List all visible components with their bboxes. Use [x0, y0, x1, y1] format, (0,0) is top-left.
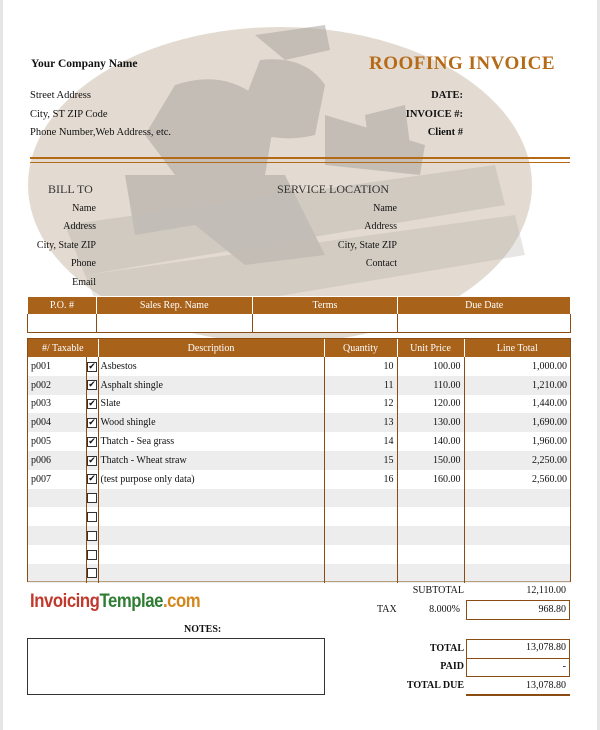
page-edge-left [0, 0, 3, 730]
checked-checkbox-icon[interactable]: ✔ [88, 436, 96, 447]
item-unit-price[interactable] [397, 526, 464, 545]
item-quantity[interactable] [324, 526, 397, 545]
item-id[interactable]: p003 [28, 395, 86, 414]
item-id[interactable]: p005 [28, 432, 86, 451]
table-row [28, 526, 570, 545]
checked-checkbox-icon[interactable]: ✔ [88, 361, 96, 372]
item-line-total[interactable]: 2,250.00 [464, 451, 570, 470]
table-row [28, 470, 570, 489]
client-number-label: Client # [427, 127, 463, 138]
taxable-checkbox[interactable] [86, 413, 98, 432]
item-quantity[interactable]: 14 [324, 432, 397, 451]
item-quantity[interactable]: 11 [324, 376, 397, 395]
item-quantity[interactable] [324, 507, 397, 526]
items-table-frame [27, 338, 571, 582]
po-number-header: P.O. # [28, 297, 97, 314]
paid-label: PAID [440, 661, 464, 672]
unchecked-checkbox-icon[interactable] [87, 550, 97, 560]
item-description[interactable]: (test purpose only data) [98, 470, 324, 489]
id-taxable-header: #/ Taxable [28, 339, 98, 357]
item-unit-price[interactable] [397, 564, 464, 583]
item-description[interactable]: Thatch - Sea grass [98, 432, 324, 451]
bill-to-address-label: Address [63, 221, 96, 232]
terms-cell[interactable] [252, 314, 398, 333]
item-description[interactable] [98, 507, 324, 526]
taxable-checkbox[interactable] [86, 432, 98, 451]
notes-label: NOTES: [184, 624, 222, 635]
item-line-total[interactable]: 1,690.00 [464, 413, 570, 432]
unchecked-checkbox-icon[interactable] [87, 531, 97, 541]
table-row [28, 489, 570, 508]
item-id[interactable] [28, 545, 86, 564]
sales-rep-header: Sales Rep. Name [96, 297, 252, 314]
unchecked-checkbox-icon[interactable] [87, 512, 97, 522]
header-divider-thin [30, 162, 570, 163]
taxable-checkbox[interactable] [86, 507, 98, 526]
subtotal-value: 12,110.00 [526, 585, 566, 596]
po-number-cell[interactable] [28, 314, 97, 333]
item-unit-price[interactable]: 160.00 [397, 470, 464, 489]
subtotal-label: SUBTOTAL [412, 585, 464, 596]
item-description[interactable]: Wood shingle [98, 413, 324, 432]
service-address-label: Address [364, 221, 397, 232]
table-row [28, 413, 570, 432]
checked-checkbox-icon[interactable]: ✔ [88, 417, 96, 428]
taxable-checkbox[interactable] [86, 357, 98, 376]
total-due-underline [466, 694, 570, 696]
table-row [28, 564, 570, 583]
due-date-cell[interactable] [398, 314, 571, 333]
table-row [28, 545, 570, 564]
table-row [28, 507, 570, 526]
item-line-total[interactable] [464, 507, 570, 526]
checked-checkbox-icon[interactable]: ✔ [88, 399, 96, 410]
taxable-checkbox[interactable] [86, 470, 98, 489]
bill-to-email-label: Email [72, 277, 96, 288]
po-table [27, 296, 571, 333]
item-id[interactable] [28, 564, 86, 583]
item-line-total[interactable] [464, 526, 570, 545]
service-name-label: Name [373, 203, 397, 214]
item-quantity[interactable]: 12 [324, 395, 397, 414]
item-line-total[interactable]: 1,440.00 [464, 395, 570, 414]
item-line-total[interactable]: 1,000.00 [464, 357, 570, 376]
item-quantity[interactable]: 15 [324, 451, 397, 470]
item-description[interactable] [98, 489, 324, 508]
bill-to-phone-label: Phone [71, 258, 96, 269]
company-city: City, ST ZIP Code [30, 109, 108, 120]
item-unit-price[interactable]: 110.00 [397, 376, 464, 395]
notes-field[interactable] [27, 638, 325, 695]
taxable-checkbox[interactable] [86, 376, 98, 395]
item-line-total[interactable]: 1,210.00 [464, 376, 570, 395]
item-line-total[interactable] [464, 545, 570, 564]
bill-to-title: BILL TO [48, 182, 93, 196]
item-unit-price[interactable]: 150.00 [397, 451, 464, 470]
item-description[interactable] [98, 526, 324, 545]
service-city-label: City, State ZIP [337, 240, 397, 251]
tax-rate[interactable]: 8.000% [429, 604, 460, 615]
item-unit-price[interactable]: 140.00 [397, 432, 464, 451]
total-value: 13,078.80 [526, 642, 566, 653]
item-description[interactable] [98, 564, 324, 583]
taxable-checkbox[interactable] [86, 489, 98, 508]
bill-to-name-label: Name [72, 203, 96, 214]
item-quantity[interactable]: 10 [324, 357, 397, 376]
item-quantity[interactable] [324, 545, 397, 564]
item-unit-price[interactable]: 120.00 [397, 395, 464, 414]
tax-label: TAX [377, 604, 397, 615]
item-id[interactable]: p006 [28, 451, 86, 470]
invoice-title: ROOFING INVOICE [369, 53, 556, 74]
item-unit-price[interactable] [397, 489, 464, 508]
item-line-total[interactable] [464, 489, 570, 508]
item-unit-price[interactable] [397, 507, 464, 526]
invoice-number-label: INVOICE #: [405, 109, 463, 120]
checked-checkbox-icon[interactable]: ✔ [88, 380, 96, 391]
invoicing-template-logo: InvoicingTemplae.com [30, 591, 201, 612]
unit-price-header: Unit Price [397, 339, 464, 357]
item-quantity[interactable] [324, 489, 397, 508]
item-unit-price[interactable]: 100.00 [397, 357, 464, 376]
item-id[interactable] [28, 489, 86, 508]
taxable-checkbox[interactable] [86, 526, 98, 545]
item-description[interactable] [98, 545, 324, 564]
total-due-value: 13,078.80 [526, 680, 566, 691]
company-contact: Phone Number,Web Address, etc. [30, 127, 172, 138]
item-line-total[interactable]: 2,560.00 [464, 470, 570, 489]
item-id[interactable] [28, 526, 86, 545]
taxable-checkbox[interactable] [86, 395, 98, 414]
sales-rep-cell[interactable] [96, 314, 252, 333]
item-quantity[interactable]: 16 [324, 470, 397, 489]
item-description[interactable]: Asphalt shingle [98, 376, 324, 395]
item-quantity[interactable]: 13 [324, 413, 397, 432]
item-description[interactable]: Asbestos [98, 357, 324, 376]
item-id[interactable]: p007 [28, 470, 86, 489]
items-table [28, 339, 570, 583]
due-date-header: Due Date [398, 297, 571, 314]
unchecked-checkbox-icon[interactable] [87, 493, 97, 503]
tax-value: 968.80 [538, 604, 566, 615]
item-id[interactable]: p004 [28, 413, 86, 432]
company-street: Street Address [30, 90, 91, 101]
item-description[interactable]: Slate [98, 395, 324, 414]
bill-to-city-label: City, State ZIP [36, 240, 96, 251]
items-body [28, 357, 570, 583]
table-row [28, 432, 570, 451]
table-row [28, 376, 570, 395]
taxable-checkbox[interactable] [86, 545, 98, 564]
service-contact-label: Contact [365, 258, 397, 269]
unchecked-checkbox-icon[interactable] [87, 568, 97, 578]
table-row [28, 451, 570, 470]
checked-checkbox-icon[interactable]: ✔ [88, 455, 96, 466]
total-label: TOTAL [429, 643, 464, 654]
terms-header: Terms [252, 297, 398, 314]
date-label: DATE: [431, 90, 463, 101]
table-row [28, 395, 570, 414]
item-line-total[interactable] [464, 564, 570, 583]
taxable-checkbox[interactable] [86, 451, 98, 470]
checked-checkbox-icon[interactable]: ✔ [88, 474, 96, 485]
item-unit-price[interactable]: 130.00 [397, 413, 464, 432]
total-due-label: TOTAL DUE [406, 680, 464, 691]
quantity-header: Quantity [324, 339, 397, 357]
taxable-checkbox[interactable] [86, 564, 98, 583]
item-unit-price[interactable] [397, 545, 464, 564]
item-quantity[interactable] [324, 564, 397, 583]
table-row [28, 357, 570, 376]
item-id[interactable]: p002 [28, 376, 86, 395]
item-line-total[interactable]: 1,960.00 [464, 432, 570, 451]
company-name: Your Company Name [31, 58, 138, 70]
item-description[interactable]: Thatch - Wheat straw [98, 451, 324, 470]
line-total-header: Line Total [464, 339, 570, 357]
description-header: Description [98, 339, 324, 357]
service-location-title: SERVICE LOCATION [277, 182, 390, 196]
paid-value[interactable]: - [562, 661, 566, 672]
item-id[interactable]: p001 [28, 357, 86, 376]
item-id[interactable] [28, 507, 86, 526]
header-divider [30, 157, 570, 159]
